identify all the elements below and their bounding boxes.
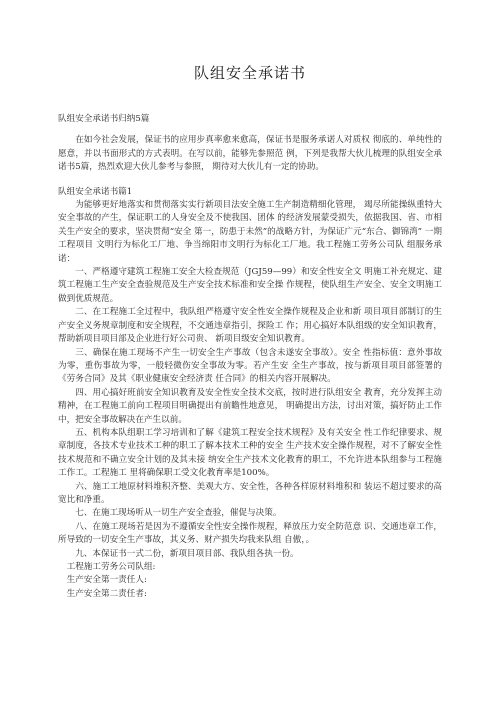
commitment-item-9: 九、本保证书一式二份，新项目项目部、我队组各执一份。 — [75, 548, 299, 559]
signature-team: 工程施工劳务公司队组: — [66, 562, 156, 572]
commitment-item-4: 四、用心搞好班前安全知识教育及安全性安全技术交底，按时进行队组安全 教育，充分发挥主动精神，在工程施工前向工程项目明确提出有前瞻性地意见， 明确提出方法，讨出对策，搞好防止工作中，把安全事故解决在产生以前。 — [58, 387, 442, 425]
section-intro-paragraph: 为能够更好地落实和贯彻落实实行新项目法安全施工生产制造精细化管理， 竭尽所能操纵重特大安全事故的产生，保证职工的人身安全及不使我国、团体 的经济发展蒙受损失，依据我国、省、市相关生产安全的要求，坚决贯彻“安全 第一，防患于未然”的战略方针，为保证广元“东合、御锦湾” 一期工程项目 文明行为标化工厂地、争当绵阳市文明行为标化工厂地。我工程施工劳务公司队 组服务承诺： — [58, 200, 442, 264]
commitment-item-8: 八、在施工现场若是因为不遵循安全性安全操作规程，释放压力安全防范意 识、交通违章工作，所导致的一切安全生产事故，其义务、财产损失均我来队组 自傲，。 — [58, 521, 442, 546]
spacer — [58, 175, 442, 186]
commitment-item-3: 三、确保在施工现场不产生一切安全生产事故（包含未遂安全事故）。安全 性指标值：意外事故为零，重伤事故为零，一般轻微伤安全事故为零。若产生安 全生产事故，按与新项目项目部签署的《劳务合同》及其《职业健康安全经济责 任合同》的相关内容开展解决。 — [58, 347, 442, 385]
commitment-item-5: 五、机构本队组职工学习培训和了解《建筑工程安全技术规程》及有关安全 性工作纪律要求、规章制度，各技术专业技术工种的职工了解本技术工种的安全 生产技术安全操作规程，对不了解安全性技术规范和不确立安全计划的及其未接 纳安全生产技术文化教育的职工，不允许进本队组参与工程施工作工。工程施工 里将确保职工受文化教育率是100%。 — [58, 427, 442, 479]
signature-first-responsible: 生产安全第一责任人: — [66, 575, 147, 586]
intro-paragraph: 在如今社会发展，保证书的应用步真率愈来愈高，保证书是服务承诺人对质权 彻底的、单纯性的愿意，并以书面形式的方式表明。在写以前，能够先参照范 例，下列是我帮大伙儿梳理的队组安全承诺书5篇，热烈欢迎大伙儿参考与参照， 期待对大伙儿有一定的协助。 — [58, 135, 442, 173]
commitment-item-6: 六、施工工地原材料堆积齐整、美观大方、安全性，各种各样原材料堆积和 装运不超过要求的高宽比和净重。 — [58, 481, 442, 505]
section-heading: 队组安全承诺书篇1 — [58, 186, 133, 197]
commitment-item-7: 七、在施工现场听从一切生产安全查验，催促与决策。 — [75, 508, 282, 519]
document-meta-line: 队组安全承诺书归纳5篇 — [58, 114, 150, 124]
commitment-item-2: 二、在工程施工全过程中，我队组严格遵守安全性安全操作规程及企业和新 项目项目部制订的生产安全义务规章制度和安全规程，不交通违章指引，探险工 作；用心搞好本队组级的安全知识教育，帮助新项目项目部及企业进行好公司贵、 新项目级安全知识教育。 — [58, 307, 442, 345]
spacer — [58, 126, 442, 134]
document-title: 队组安全承诺书 — [193, 64, 306, 82]
commitment-item-1: 一、严格遵守建筑工程施工安全大检查规范（JGJ59—99）和安全性安全文 明施工补充规定、建筑工程施工生产安全查验规范及生产安全技术标准和安全操 作规程，使队组生产安全、安全文明施工做到优质规范。 — [58, 267, 442, 304]
signature-second-responsible: 生产安全第二责任者: — [66, 588, 147, 599]
